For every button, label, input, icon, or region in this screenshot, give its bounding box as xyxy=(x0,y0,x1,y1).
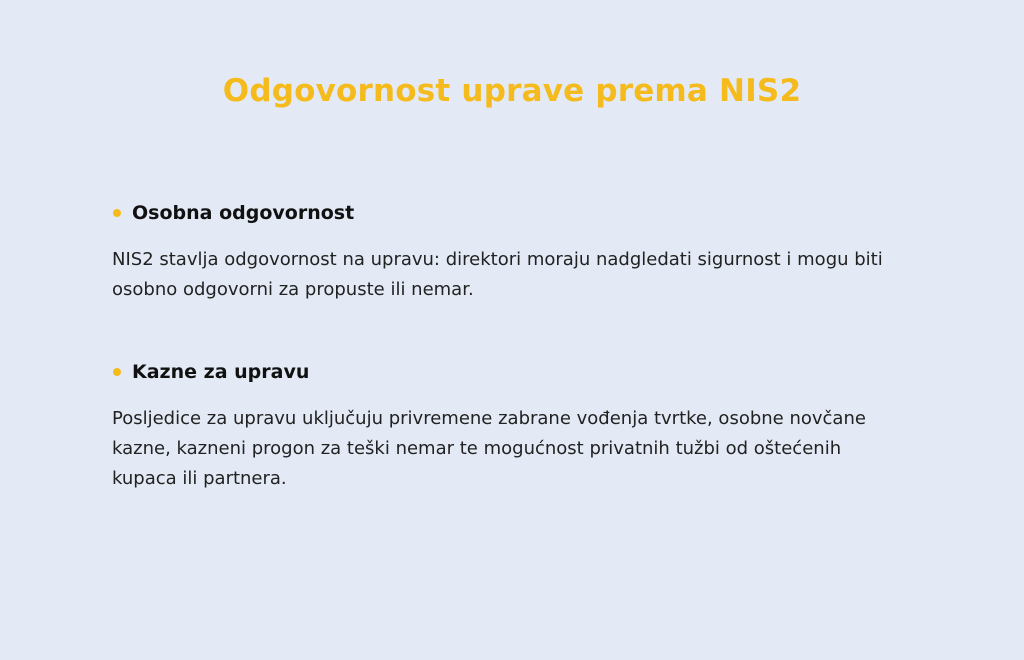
section-personal-responsibility xyxy=(112,198,912,305)
section-heading-row xyxy=(112,357,912,387)
bullet-icon xyxy=(113,368,121,376)
bullet-icon xyxy=(113,209,121,217)
section-heading: Osobna odgovornost xyxy=(132,202,355,224)
section-heading-row xyxy=(112,198,912,228)
section-heading: Kazne za upravu xyxy=(132,361,310,383)
section-body: NIS2 stavlja odgovornost na upravu: direktori moraju nadgledati sigurnost i mogu biti osobno odgovorni za propuste ili nemar. xyxy=(112,249,883,300)
page-title: Odgovornost uprave prema NIS2 xyxy=(222,72,802,109)
content-area xyxy=(112,198,912,546)
section-management-penalties xyxy=(112,357,912,494)
section-body: Posljedice za upravu uključuju privremene zabrane vođenja tvrtke, osobne novčane kazne, kazneni progon za teški nemar te mogućnost privatnih tužbi od oštećenih kupaca ili partnera. xyxy=(112,408,866,489)
